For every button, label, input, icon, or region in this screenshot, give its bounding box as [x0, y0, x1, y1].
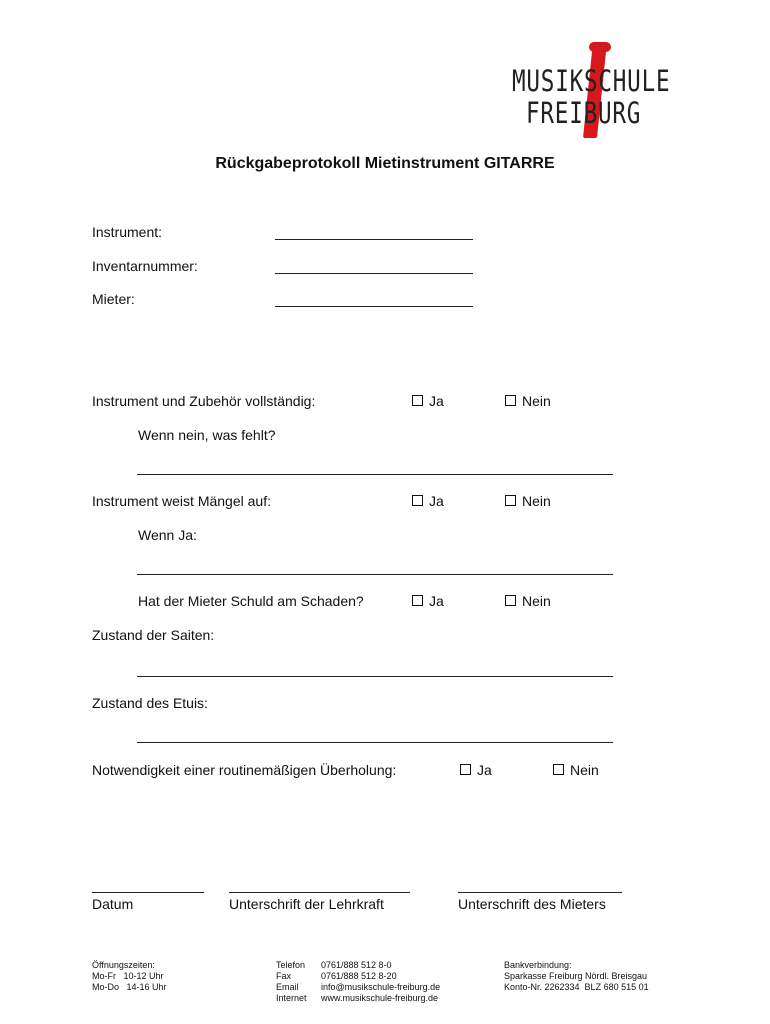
signature-label-teacher: Unterschrift der Lehrkraft [229, 896, 384, 912]
field-line-inventory[interactable] [275, 273, 473, 274]
bank-account: Konto-Nr. 2262334 BLZ 680 515 01 [504, 982, 649, 992]
checkbox-fault-yes[interactable] [412, 593, 444, 609]
footer-hours [92, 960, 167, 993]
contact-phone: 0761/888 512 8-0 [321, 960, 392, 970]
answer-line-defects[interactable] [137, 574, 613, 575]
contact-label: Email [276, 982, 299, 992]
hours-title: Öffnungszeiten: [92, 960, 155, 970]
checkbox-icon [553, 764, 564, 775]
bank-name: Sparkasse Freiburg Nördl. Breisgau [504, 971, 648, 981]
answer-line-case[interactable] [137, 742, 613, 743]
signature-label-renter: Unterschrift des Mieters [458, 896, 606, 912]
checkbox-icon [460, 764, 471, 775]
contact-label: Internet [276, 993, 307, 1003]
checkbox-defects-yes[interactable] [412, 493, 444, 509]
checkbox-fault-no[interactable] [505, 593, 551, 609]
checkbox-overhaul-no[interactable] [553, 762, 599, 778]
checkbox-icon [412, 495, 423, 506]
logo-text-line2: FREIBURG [526, 96, 642, 130]
contact-website-link[interactable]: www.musikschule-freiburg.de [321, 993, 439, 1003]
contact-label: Telefon [276, 960, 306, 970]
footer-contact-labels [276, 960, 307, 1004]
logo-red-cap [589, 42, 611, 52]
field-label-inventory: Inventarnummer: [92, 258, 198, 274]
question-case: Zustand des Etuis: [92, 695, 208, 711]
option-label: Nein [570, 762, 599, 778]
musikschule-logo [498, 40, 698, 140]
option-label: Ja [429, 393, 444, 409]
contact-email-link[interactable]: info@musikschule-freiburg.de [321, 982, 441, 992]
answer-line-missing[interactable] [137, 474, 613, 475]
contact-label: Fax [276, 971, 292, 981]
checkbox-icon [505, 395, 516, 406]
footer-bank [504, 960, 649, 993]
signature-line-renter[interactable] [458, 892, 622, 893]
field-label-instrument: Instrument: [92, 224, 163, 240]
answer-line-strings[interactable] [137, 676, 613, 677]
checkbox-icon [412, 395, 423, 406]
question-if-yes: Wenn Ja: [138, 527, 197, 543]
signature-label-date: Datum [92, 896, 134, 912]
checkbox-complete-no[interactable] [505, 393, 551, 409]
option-label: Nein [522, 393, 551, 409]
question-missing: Wenn nein, was fehlt? [138, 427, 276, 443]
footer-contact-values [321, 960, 440, 1004]
checkbox-complete-yes[interactable] [412, 393, 444, 409]
field-label-renter: Mieter: [92, 291, 135, 307]
option-label: Ja [477, 762, 492, 778]
question-fault: Hat der Mieter Schuld am Schaden? [138, 593, 364, 609]
checkbox-defects-no[interactable] [505, 493, 551, 509]
checkbox-icon [412, 595, 423, 606]
option-label: Ja [429, 593, 444, 609]
hours-afternoon: Mo-Do 14-16 Uhr [92, 982, 167, 992]
signature-line-teacher[interactable] [229, 892, 410, 893]
bank-title: Bankverbindung: [504, 960, 572, 970]
question-complete: Instrument und Zubehör vollständig: [92, 393, 316, 409]
option-label: Nein [522, 493, 551, 509]
signature-line-date[interactable] [92, 892, 204, 893]
field-line-renter[interactable] [275, 306, 473, 307]
logo-text-line1: MUSIKSCHULE [512, 64, 671, 98]
checkbox-icon [505, 595, 516, 606]
question-strings: Zustand der Saiten: [92, 627, 215, 643]
checkbox-overhaul-yes[interactable] [460, 762, 492, 778]
checkbox-icon [505, 495, 516, 506]
contact-fax: 0761/888 512 8-20 [321, 971, 397, 981]
field-line-instrument[interactable] [275, 239, 473, 240]
hours-weekday: Mo-Fr 10-12 Uhr [92, 971, 164, 981]
question-overhaul: Notwendigkeit einer routinemäßigen Überholung: [92, 762, 397, 778]
option-label: Ja [429, 493, 444, 509]
question-defects: Instrument weist Mängel auf: [92, 493, 271, 509]
option-label: Nein [522, 593, 551, 609]
document-title: Rückgabeprotokoll Mietinstrument GITARRE [215, 155, 555, 172]
